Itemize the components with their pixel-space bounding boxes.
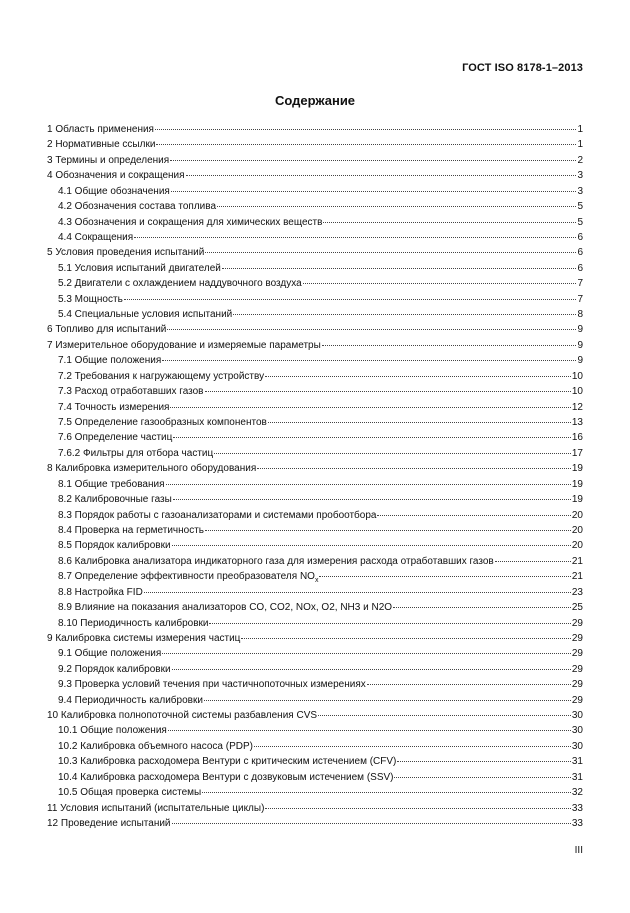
toc-entry[interactable] [47,600,583,615]
toc-entry-page: 30 [571,740,583,752]
toc-leader-dots [268,422,571,423]
toc-entry[interactable] [47,538,583,553]
toc-entry-page: 2 [577,154,583,166]
toc-entry-label: 7.6.2 Фильтры для отбора частиц [58,447,214,459]
toc-entry-page: 25 [571,602,583,614]
toc-leader-dots [214,453,571,454]
toc-entry[interactable] [47,184,583,199]
toc-entry[interactable] [47,199,583,214]
toc-entry-page: 8 [577,309,583,321]
toc-entry-label: 9 Калибровка системы измерения частиц [47,632,241,644]
toc-entry[interactable] [47,153,583,168]
toc-entry-page: 21 [571,555,583,567]
toc-leader-dots [134,237,576,238]
toc-entry[interactable] [47,723,583,738]
toc-entry-page: 9 [577,339,583,351]
toc-leader-dots [397,761,570,762]
toc-entry[interactable] [47,415,583,430]
toc-entry[interactable] [47,816,583,831]
toc-leader-dots [322,345,577,346]
toc-entry-page: 20 [571,540,583,552]
toc-entry-page: 16 [571,432,583,444]
toc-leader-dots [265,376,571,377]
toc-entry-label: 10.2 Калибровка объемного насоса (PDP) [58,740,253,752]
toc-entry-label: 6 Топливо для испытаний [47,324,167,336]
toc-leader-dots [162,653,571,654]
toc-entry-label: 8.6 Калибровка анализатора индикаторного газа для измерения расхода отработавших газов [58,555,494,567]
toc-entry-label: 8 Калибровка измерительного оборудования [47,463,257,475]
toc-leader-dots [233,314,576,315]
toc-entry-label: 8.10 Периодичность калибровки [58,617,209,629]
toc-leader-dots [172,823,571,824]
toc-entry-page: 3 [577,170,583,182]
toc-entry-page: 10 [571,370,583,382]
toc-entry-label: 10 Калибровка полнопоточной системы разбавления CVS [47,710,318,722]
toc-leader-dots [323,222,576,223]
toc-entry-label: 9.2 Порядок калибровки [58,663,171,675]
toc-leader-dots [155,129,576,130]
toc-entry-page: 21 [571,571,583,583]
toc-entry-page: 32 [571,787,583,799]
toc-leader-dots [393,607,571,608]
toc-leader-dots [173,437,571,438]
toc-entry-page: 12 [571,401,583,413]
toc-entry[interactable] [47,353,583,368]
toc-leader-dots [204,700,571,701]
toc-entry[interactable] [47,384,583,399]
toc-leader-dots [209,623,570,624]
toc-leader-dots [217,206,576,207]
toc-entry-label: 8.8 Настройка FID [58,586,143,598]
toc-leader-dots [167,329,576,330]
toc-leader-dots [168,730,571,731]
toc-leader-dots [257,468,571,469]
toc-entry-label: 8.5 Порядок калибровки [58,540,171,552]
toc-entry-label: 5 Условия проведения испытаний [47,247,205,259]
toc-entry-label: 10.5 Общая проверка системы [58,787,202,799]
toc-entry-page: 30 [571,710,583,722]
toc-entry[interactable] [47,631,583,646]
toc-entry-label: 5.3 Мощность [58,293,123,305]
toc-leader-dots [265,808,570,809]
toc-leader-dots [186,175,577,176]
toc-entry[interactable] [47,338,583,353]
toc-entry[interactable] [47,739,583,754]
toc-leader-dots [166,484,571,485]
toc-entry-page: 29 [571,632,583,644]
toc-entry-label: 12 Проведение испытаний [47,817,171,829]
toc-entry-label: 5.1 Условия испытаний двигателей [58,262,221,274]
toc-entry[interactable] [47,446,583,461]
toc-entry-label: 7.2 Требования к нагружающему устройству [58,370,265,382]
toc-leader-dots [303,283,577,284]
toc-leader-dots [171,191,577,192]
toc-entry-page: 19 [571,494,583,506]
toc-entry[interactable] [47,292,583,307]
toc-entry[interactable] [47,369,583,384]
toc-entry[interactable] [47,708,583,723]
toc-entry-page: 19 [571,463,583,475]
toc-leader-dots [205,391,571,392]
toc-entry-label: 7 Измерительное оборудование и измеряемые параметры [47,339,321,351]
toc-entry-label: 8.4 Проверка на герметичность [58,524,205,536]
toc-entry-page: 6 [577,247,583,259]
toc-entry-page: 30 [571,725,583,737]
toc-entry[interactable] [47,122,583,137]
toc-entry-label: 5.4 Специальные условия испытаний [58,309,233,321]
document-code: ГОСТ ISO 8178-1–2013 [462,62,583,74]
toc-entry[interactable] [47,523,583,538]
toc-entry-page: 1 [577,124,583,135]
toc-leader-dots [205,252,576,253]
toc-entry-label: 4.2 Обозначения состава топлива [58,201,217,213]
toc-leader-dots [144,592,571,593]
toc-entry-page: 29 [571,694,583,706]
toc-entry-label: 8.1 Общие требования [58,478,165,490]
toc-entry-label: 7.5 Определение газообразных компонентов [58,417,267,429]
toc-entry[interactable] [47,477,583,492]
toc-leader-dots [319,576,570,577]
toc-entry[interactable] [47,616,583,631]
toc-entry-label: 4.3 Обозначения и сокращения для химических веществ [58,216,323,228]
toc-entry-page: 20 [571,509,583,521]
toc-entry-page: 9 [577,324,583,336]
toc-entry-subscript: x [314,577,319,585]
table-of-contents [47,122,583,831]
toc-leader-dots [173,499,571,500]
toc-entry[interactable] [47,430,583,445]
toc-entry-label: 1 Область применения [47,124,154,135]
toc-entry-page: 9 [577,355,583,367]
toc-leader-dots [170,160,576,161]
toc-leader-dots [170,407,570,408]
toc-leader-dots [254,746,571,747]
toc-entry-page: 29 [571,617,583,629]
toc-entry-page: 20 [571,524,583,536]
toc-leader-dots [162,360,576,361]
toc-entry-page: 3 [577,185,583,197]
toc-leader-dots [202,792,571,793]
toc-entry-label: 8.9 Влияние на показания анализаторов CO, CO2, NOx, O2, NH3 и N2O [58,602,393,614]
toc-entry-label: 2 Нормативные ссылки [47,139,156,151]
toc-entry-label: 4.4 Сокращения [58,231,134,243]
toc-entry-label: 9.3 Проверка условий течения при частичнопоточных измерениях [58,679,366,691]
toc-entry[interactable] [47,245,583,260]
toc-leader-dots [377,515,570,516]
toc-entry-label: 7.3 Расход отработавших газов [58,386,204,398]
toc-entry[interactable] [47,554,583,569]
toc-entry-label: 9.1 Общие положения [58,648,162,660]
page-title: Содержание [274,93,356,108]
toc-entry-label: 10.1 Общие положения [58,725,167,737]
toc-entry[interactable] [47,569,583,584]
toc-entry-page: 33 [571,802,583,814]
toc-leader-dots [124,299,577,300]
toc-entry[interactable] [47,261,583,276]
toc-entry[interactable] [47,646,583,661]
toc-entry-page: 33 [571,817,583,829]
toc-entry[interactable] [47,785,583,800]
toc-entry-page: 5 [577,216,583,228]
toc-entry[interactable] [47,508,583,523]
toc-entry[interactable] [47,168,583,183]
toc-leader-dots [241,638,570,639]
toc-entry-page: 17 [571,447,583,459]
toc-entry-page: 10 [571,386,583,398]
toc-entry-label: 8.2 Калибровочные газы [58,494,172,506]
toc-entry[interactable] [47,585,583,600]
toc-entry-label: 7.6 Определение частиц [58,432,173,444]
toc-leader-dots [495,561,571,562]
toc-entry-page: 29 [571,663,583,675]
toc-entry-label: 7.1 Общие положения [58,355,162,367]
toc-entry-label: 4 Обозначения и сокращения [47,170,185,182]
toc-entry-label: 4.1 Общие обозначения [58,185,170,197]
toc-entry[interactable] [47,322,583,337]
toc-entry-page: 13 [571,417,583,429]
toc-entry-label: 10.4 Калибровка расходомера Вентури с дозвуковым истечением (SSV) [58,771,394,783]
toc-leader-dots [367,684,571,685]
toc-entry-page: 23 [571,586,583,598]
toc-entry[interactable] [47,492,583,507]
toc-entry-label: 11 Условия испытаний (испытательные циклы) [47,802,265,814]
toc-entry[interactable] [47,662,583,677]
toc-entry-label: 7.4 Точность измерения [58,401,170,413]
toc-entry[interactable] [47,770,583,785]
toc-leader-dots [172,545,571,546]
toc-entry[interactable] [47,276,583,291]
toc-entry[interactable] [47,307,583,322]
toc-entry[interactable] [47,677,583,692]
toc-entry-page: 6 [577,262,583,274]
toc-entry-page: 29 [571,679,583,691]
toc-entry[interactable] [47,801,583,816]
toc-entry[interactable] [47,461,583,476]
toc-entry[interactable] [47,137,583,152]
toc-entry-label: 8.3 Порядок работы с газоанализаторами и системами пробоотбора [58,509,377,521]
toc-entry[interactable] [47,693,583,708]
toc-entry-page: 1 [577,139,583,151]
toc-entry-page: 31 [571,771,583,783]
toc-leader-dots [172,669,571,670]
toc-entry-page: 5 [577,201,583,213]
toc-entry-label: 9.4 Периодичность калибровки [58,694,203,706]
toc-leader-dots [222,268,577,269]
toc-entry-page: 7 [577,278,583,290]
toc-entry[interactable] [47,230,583,245]
toc-entry-page: 29 [571,648,583,660]
toc-entry-label: 3 Термины и определения [47,154,170,166]
toc-leader-dots [318,715,571,716]
toc-entry[interactable] [47,215,583,230]
toc-entry-page: 31 [571,756,583,768]
toc-leader-dots [394,777,570,778]
page-number: III [574,845,583,856]
toc-leader-dots [156,144,576,145]
toc-entry-page: 19 [571,478,583,490]
toc-entry-page: 6 [577,231,583,243]
toc-entry-label: 10.3 Калибровка расходомера Вентури с критическим истечением (CFV) [58,756,397,768]
toc-entry-label: 5.2 Двигатели с охлаждением наддувочного воздуха [58,278,302,290]
toc-leader-dots [205,530,571,531]
toc-entry[interactable] [47,400,583,415]
toc-entry-label: 8.7 Определение эффективности преобразователя $NO_x$ [58,571,319,585]
toc-entry-page: 7 [577,293,583,305]
toc-entry[interactable] [47,754,583,769]
